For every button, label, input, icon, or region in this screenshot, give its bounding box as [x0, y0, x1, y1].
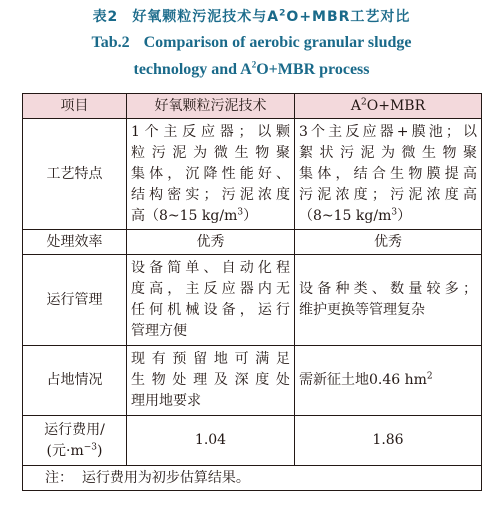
caption-cn-text-post: O+MBR工艺对比 — [286, 9, 411, 25]
comparison-table — [22, 93, 482, 491]
caption-en-text: Comparison of aerobic granular sludge — [143, 34, 412, 51]
caption-en-text2: technology and A — [133, 61, 252, 78]
table-row — [23, 119, 482, 230]
cell-process-mbr: 3个主反应器+膜池；以 絮状污泥为微生物聚 集体，结合生物膜提高 污泥浓度；污泥浓度高 （8~15 $kg/m^3$） — [295, 119, 482, 230]
header-mbr: $A^2O+MBR$ — [295, 94, 482, 119]
row-label-cost: 运行费用/ (元$\cdot m^{-3}$) — [23, 416, 127, 466]
table-header-row — [23, 94, 482, 119]
cell-process-ags: 1个主反应器；以颗 粒污泥为微生物聚 集体，沉降性能好、 结构密实；污泥浓度 高（8~15 $kg/m^3$） — [127, 119, 295, 230]
table-note: 注： 运行费用为初步估算结果。 — [23, 466, 482, 491]
cell-cost-mbr: 1.86 — [295, 416, 482, 466]
header-ags: 好氧颗粒污泥技术 — [127, 94, 295, 119]
table-row — [23, 255, 482, 346]
table-label-cn: 表2 — [92, 9, 119, 25]
cell-operation-mbr: 设备种类、数量较多； 维护更换等管理复杂 — [295, 255, 482, 346]
row-label-land: 占地情况 — [23, 346, 127, 416]
cell-efficiency-mbr: 优秀 — [295, 230, 482, 255]
cell-land-mbr: 需新征土地0.46 $hm^2$ — [295, 346, 482, 416]
caption-cn-text: 好氧颗粒污泥技术与A — [132, 9, 280, 25]
table-row — [23, 346, 482, 416]
table-row — [23, 416, 482, 466]
table-caption-cn — [0, 6, 503, 26]
row-label-process: 工艺特点 — [23, 119, 127, 230]
cell-land-ags: 现有预留地可满足 生物处理及深度处 理用地要求 — [127, 346, 295, 416]
table-caption-en-line2 — [0, 61, 503, 79]
table-label-en: Tab.2 — [91, 34, 130, 51]
caption-en-text2-post: O+MBR process — [256, 61, 370, 78]
table-note-row — [23, 466, 482, 491]
cell-cost-ags: 1.04 — [127, 416, 295, 466]
table-caption-en-line1 — [0, 34, 503, 52]
header-item: 项目 — [23, 94, 127, 119]
table-row — [23, 230, 482, 255]
row-label-operation: 运行管理 — [23, 255, 127, 346]
caption-cn-sup: 2 — [279, 8, 287, 19]
cell-operation-ags: 设备简单、自动化程 度高，主反应器内无 任何机械设备，运行 管理方便 — [127, 255, 295, 346]
cell-efficiency-ags: 优秀 — [127, 230, 295, 255]
row-label-efficiency: 处理效率 — [23, 230, 127, 255]
caption-en-sup: 2 — [251, 59, 257, 70]
